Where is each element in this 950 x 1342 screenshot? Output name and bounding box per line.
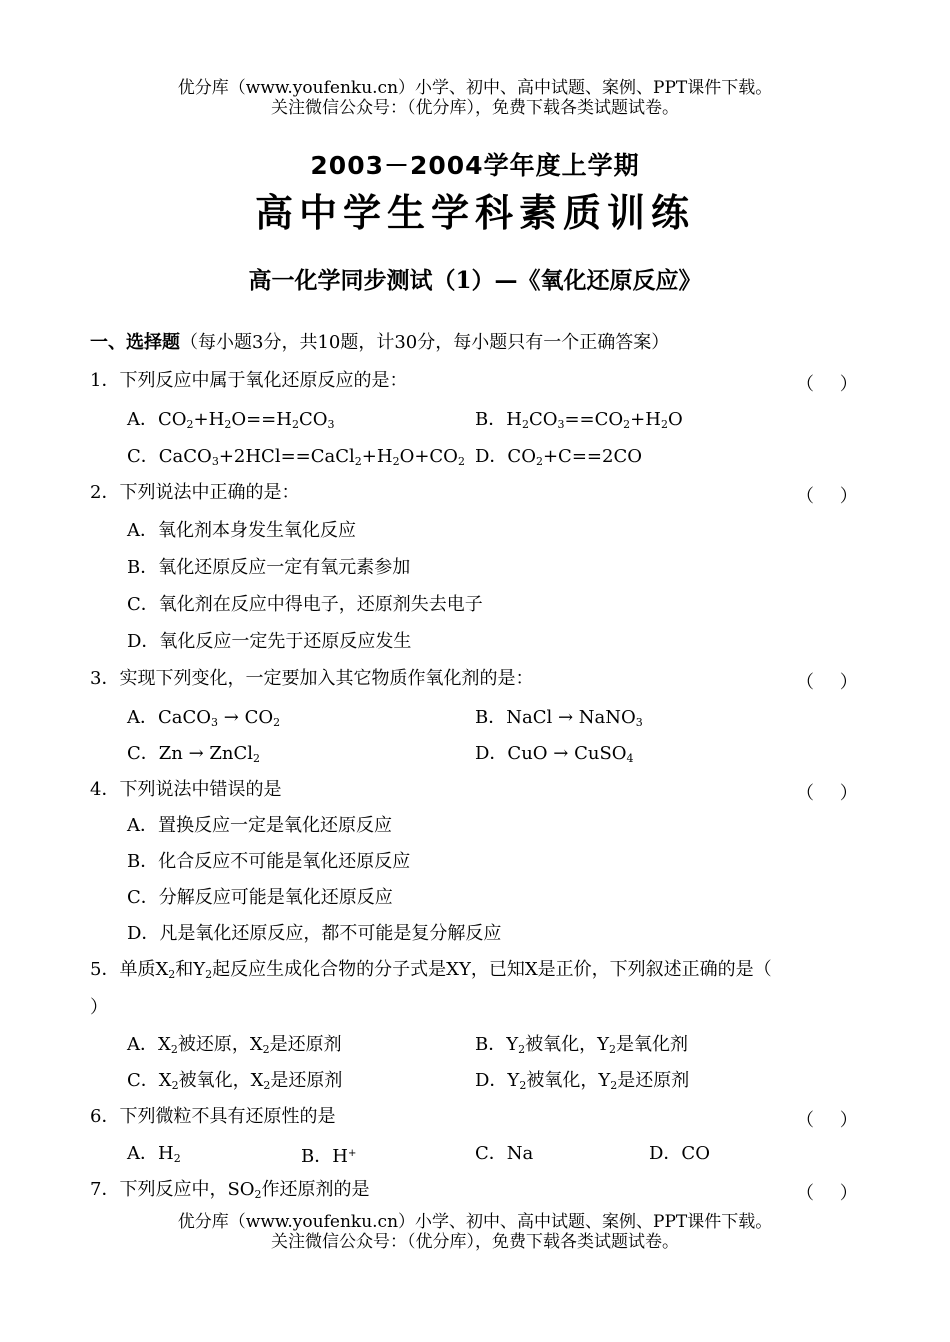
question-4 (90, 779, 281, 801)
q3-option-d: D．CuO → CuSO$_4$ (475, 743, 634, 765)
q6-option-c: C．Na (475, 1143, 534, 1164)
main-title: 高中学生学科素质训练 (254, 191, 695, 235)
question-text: 下列微粒不具有还原性的是 (119, 1106, 336, 1127)
q4-option-c: C．分解反应可能是氧化还原反应 (127, 887, 393, 908)
question-number: 3． (90, 668, 120, 689)
answer-paren-1: （ ） (796, 374, 868, 395)
q2-option-a: A．氧化剂本身发生氧化反应 (127, 520, 356, 541)
question-text: 下列说法中错误的是 (119, 779, 282, 800)
question-text: 下列反应中属于氧化还原反应的是： (119, 370, 408, 391)
q2-option-d: D．氧化反应一定先于还原反应发生 (127, 631, 412, 652)
q5-option-b: B．$Y_2$被氧化，$Y_2$是氧化剂 (475, 1034, 689, 1056)
section-heading (90, 332, 669, 354)
question-5-paren-close: ） (90, 997, 108, 1018)
q3-option-b: B．NaCl → NaNO$_3$ (475, 707, 643, 729)
answer-paren-4: （ ） (796, 783, 868, 804)
q1-option-a: A．$CO_2+H_2O==H_2CO_3$ (127, 409, 335, 431)
q1-option-b: B．$H_2CO_3==CO_2+H_2O$ (475, 409, 683, 431)
question-number: 4． (90, 779, 120, 800)
q5-option-a: A．$X_2$被还原，$X_2$是还原剂 (127, 1034, 342, 1056)
term-title: 2003－2004学年度上学期 (310, 151, 640, 180)
question-2 (90, 482, 299, 504)
question-6 (90, 1106, 335, 1128)
question-number: 5． (90, 959, 120, 980)
question-number: 2． (90, 482, 120, 503)
site-footer-line1: 优分库（www.youfenku.cn）小学、初中、高中试题、案例、PPT课件下载。 (177, 1212, 773, 1232)
question-number: 7． (90, 1179, 120, 1200)
test-title: 高一化学同步测试（1）—《氧化还原反应》 (248, 267, 702, 294)
question-5 (90, 959, 772, 986)
q4-option-d: D．凡是氧化还原反应，都不可能是复分解反应 (127, 923, 502, 944)
answer-paren-6: （ ） (796, 1110, 868, 1131)
q5-option-c: C．$X_2$被氧化，$X_2$是还原剂 (127, 1070, 343, 1092)
question-text: 下列反应中，$SO_2$作还原剂的是 (119, 1179, 370, 1201)
question-7 (90, 1179, 370, 1206)
q6-option-a: A．$H_2$ (127, 1143, 181, 1165)
answer-paren-7: （ ） (796, 1183, 868, 1204)
q4-option-a: A．置换反应一定是氧化还原反应 (127, 815, 392, 836)
q3-option-c: C．Zn → ZnCl$_2$ (127, 743, 261, 765)
q5-option-d: D．$Y_2$被氧化，$Y_2$是还原剂 (475, 1070, 690, 1092)
q1-option-c: C．$CaCO_3+2HCl==CaCl_2+H_2O+CO_2$ (127, 446, 465, 468)
question-text: 实现下列变化，一定要加入其它物质作氧化剂的是： (119, 668, 534, 689)
q6-option-d: D．CO (649, 1143, 710, 1164)
q4-option-b: B．化合反应不可能是氧化还原反应 (127, 851, 411, 872)
q6-option-b: B．H+ (301, 1146, 357, 1167)
site-header-line2: 关注微信公众号：（优分库），免费下载各类试题试卷。 (271, 98, 679, 118)
q2-option-c: C．氧化剂在反应中得电子，还原剂失去电子 (127, 594, 483, 615)
section-note: （每小题3分，共10题，计30分，每小题只有一个正确答案） (180, 332, 670, 353)
question-text: 单质$X_2$和$Y_2$起反应生成化合物的分子式是XY，已知X是正价，下列叙述正确的是（ (119, 959, 772, 981)
question-number: 6． (90, 1106, 120, 1127)
question-number: 1． (90, 370, 120, 391)
site-footer-line2: 关注微信公众号：（优分库），免费下载各类试题试卷。 (271, 1232, 679, 1252)
site-header-line1: 优分库（www.youfenku.cn）小学、初中、高中试题、案例、PPT课件下载。 (177, 78, 773, 98)
answer-paren-2: （ ） (796, 486, 868, 507)
section-label: 一、选择题 (90, 332, 180, 353)
question-text: 下列说法中正确的是： (119, 482, 300, 503)
q1-option-d: D．$CO_2+C==2CO$ (475, 446, 642, 468)
q2-option-b: B．氧化还原反应一定有氧元素参加 (127, 557, 411, 578)
answer-paren-3: （ ） (796, 672, 868, 693)
question-3 (90, 668, 533, 690)
question-1 (90, 370, 407, 392)
q3-option-a: A．CaCO$_3$ → $CO_2$ (127, 707, 281, 729)
